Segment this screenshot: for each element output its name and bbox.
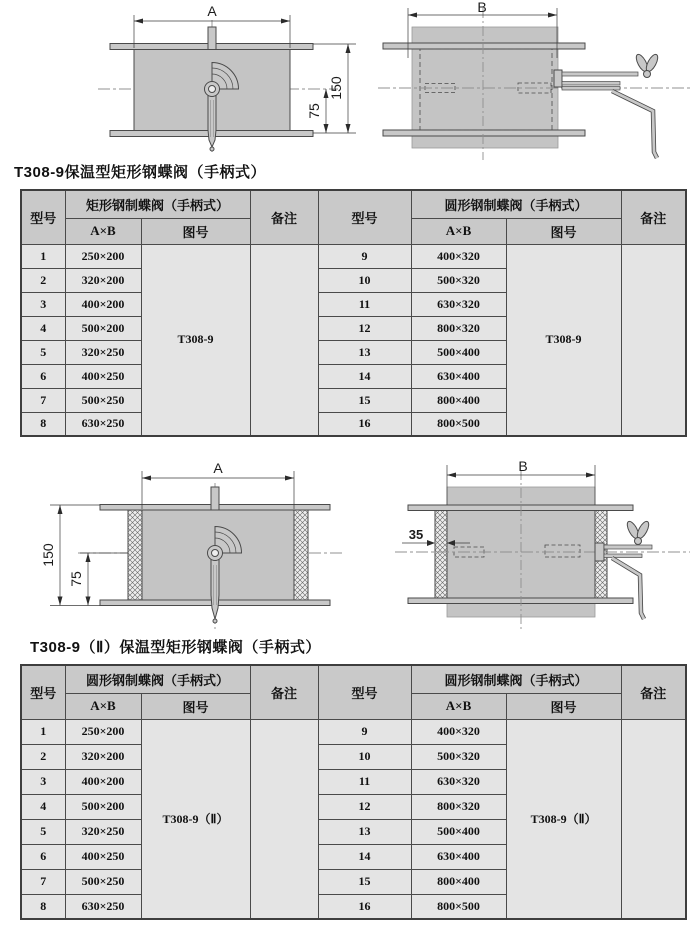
size-cell: 400×200 <box>65 292 141 316</box>
header-remark-right: 备注 <box>621 190 686 244</box>
model-no-cell: 2 <box>21 744 65 769</box>
model-no-cell: 7 <box>21 869 65 894</box>
model-no-cell: 8 <box>21 894 65 919</box>
header-size-left: A×B <box>65 218 141 244</box>
side-view-drawing-insulated <box>390 455 700 635</box>
size-cell: 400×250 <box>65 844 141 869</box>
front-view-drawing-plain <box>60 0 360 165</box>
flange-bottom <box>383 130 585 136</box>
handle-lever <box>612 91 657 158</box>
stem-top <box>211 487 219 510</box>
model-no-cell: 4 <box>21 316 65 340</box>
side-view-drawing-plain <box>370 0 700 165</box>
size-cell: 500×320 <box>411 268 506 292</box>
stem-top <box>208 27 216 50</box>
size-cell: 500×250 <box>65 869 141 894</box>
dim-label-150: 150 <box>328 76 344 100</box>
model-no-cell: 13 <box>318 340 411 364</box>
model-no-cell: 12 <box>318 316 411 340</box>
size-cell: 630×250 <box>65 894 141 919</box>
flange-top <box>383 43 585 49</box>
dim-label-75: 75 <box>306 103 322 119</box>
dimension-75 <box>80 553 128 606</box>
model-no-cell: 3 <box>21 769 65 794</box>
size-cell: 320×250 <box>65 340 141 364</box>
section-title-2: T308-9（Ⅱ）保温型矩形钢蝶阀（手柄式） <box>30 639 321 656</box>
drawing-no-cell: T308-9（Ⅱ） <box>506 719 621 919</box>
model-no-cell: 7 <box>21 388 65 412</box>
header-remark-left: 备注 <box>250 190 318 244</box>
size-cell: 500×200 <box>65 316 141 340</box>
size-cell: 400×200 <box>65 769 141 794</box>
spec-table-1 <box>20 189 687 437</box>
header-group-left: 圆形钢制蝶阀（手柄式） <box>65 665 250 693</box>
size-cell: 400×250 <box>65 364 141 388</box>
size-cell: 500×200 <box>65 794 141 819</box>
drawing-no-cell: T308-9 <box>141 244 250 436</box>
front-view-drawing-insulated <box>20 455 350 635</box>
remark-cell <box>250 719 318 919</box>
insulation-hatch-right <box>294 510 308 600</box>
size-cell: 630×400 <box>411 364 506 388</box>
model-no-cell: 6 <box>21 844 65 869</box>
spec-table-2 <box>20 664 687 920</box>
size-cell: 800×320 <box>411 794 506 819</box>
section-title-1: T308-9保温型矩形钢蝶阀（手柄式） <box>14 164 267 181</box>
size-cell: 250×200 <box>65 244 141 268</box>
size-cell: 400×320 <box>411 244 506 268</box>
model-no-cell: 4 <box>21 794 65 819</box>
model-no-cell: 9 <box>318 244 411 268</box>
header-remark-left: 备注 <box>250 665 318 719</box>
wing-nut <box>625 520 651 545</box>
header-drawing-left: 图号 <box>141 693 250 719</box>
model-no-cell: 8 <box>21 412 65 436</box>
header-group-right: 圆形钢制蝶阀（手柄式） <box>411 190 621 218</box>
size-cell: 630×320 <box>411 292 506 316</box>
model-no-cell: 14 <box>318 844 411 869</box>
dimension-150 <box>50 505 100 606</box>
model-no-cell: 1 <box>21 244 65 268</box>
size-cell: 250×200 <box>65 719 141 744</box>
model-no-cell: 15 <box>318 388 411 412</box>
dim-label-b: B <box>518 458 528 474</box>
handle-assembly <box>554 53 660 158</box>
size-cell: 630×320 <box>411 769 506 794</box>
model-no-cell: 12 <box>318 794 411 819</box>
size-cell: 800×500 <box>411 894 506 919</box>
model-no-cell: 2 <box>21 268 65 292</box>
header-group-right: 圆形钢制蝶阀（手柄式） <box>411 665 621 693</box>
header-drawing-left: 图号 <box>141 218 250 244</box>
model-no-cell: 11 <box>318 292 411 316</box>
header-group-left: 矩形钢制蝶阀（手柄式） <box>65 190 250 218</box>
model-no-cell: 5 <box>21 340 65 364</box>
model-no-cell: 14 <box>318 364 411 388</box>
model-no-cell: 16 <box>318 412 411 436</box>
model-no-cell: 10 <box>318 268 411 292</box>
header-drawing-right: 图号 <box>506 693 621 719</box>
table-row <box>21 244 686 268</box>
model-no-cell: 15 <box>318 869 411 894</box>
size-cell: 630×250 <box>65 412 141 436</box>
dim-label-a: A <box>207 3 217 19</box>
header-drawing-right: 图号 <box>506 218 621 244</box>
header-model-left: 型号 <box>21 665 65 719</box>
dimension-75 <box>324 89 329 133</box>
model-no-cell: 10 <box>318 744 411 769</box>
size-cell: 500×400 <box>411 340 506 364</box>
handle-rod <box>211 559 219 623</box>
handle-lever <box>612 558 644 619</box>
insulation-hatch-left <box>128 510 142 600</box>
model-no-cell: 5 <box>21 819 65 844</box>
model-no-cell: 3 <box>21 292 65 316</box>
model-no-cell: 6 <box>21 364 65 388</box>
header-model-right: 型号 <box>318 190 411 244</box>
dim-label-150: 150 <box>40 543 56 567</box>
dim-label-35: 35 <box>408 527 424 542</box>
remark-cell <box>621 244 686 436</box>
model-no-cell: 11 <box>318 769 411 794</box>
size-cell: 800×400 <box>411 388 506 412</box>
remark-cell <box>250 244 318 436</box>
model-no-cell: 16 <box>318 894 411 919</box>
header-size-left: A×B <box>65 693 141 719</box>
size-cell: 500×320 <box>411 744 506 769</box>
size-cell: 320×250 <box>65 819 141 844</box>
model-no-cell: 1 <box>21 719 65 744</box>
size-cell: 320×200 <box>65 268 141 292</box>
dim-label-75: 75 <box>68 571 84 587</box>
handle-rod <box>208 95 216 151</box>
drawing-no-cell: T308-9（Ⅱ） <box>141 719 250 919</box>
size-cell: 400×320 <box>411 719 506 744</box>
drawing-no-cell: T308-9 <box>506 244 621 436</box>
header-model-right: 型号 <box>318 665 411 719</box>
size-cell: 800×320 <box>411 316 506 340</box>
dim-label-b: B <box>477 0 487 15</box>
header-model-left: 型号 <box>21 190 65 244</box>
insulation-hatch-left <box>435 511 447 599</box>
header-size-right: A×B <box>411 693 506 719</box>
table-row <box>21 719 686 744</box>
header-size-right: A×B <box>411 218 506 244</box>
model-no-cell: 9 <box>318 719 411 744</box>
flange-top <box>408 505 633 511</box>
size-cell: 500×250 <box>65 388 141 412</box>
remark-cell <box>621 719 686 919</box>
model-no-cell: 13 <box>318 819 411 844</box>
header-remark-right: 备注 <box>621 665 686 719</box>
size-cell: 800×500 <box>411 412 506 436</box>
flange-bottom <box>408 598 633 604</box>
size-cell: 800×400 <box>411 869 506 894</box>
size-cell: 630×400 <box>411 844 506 869</box>
size-cell: 500×400 <box>411 819 506 844</box>
dim-label-a: A <box>213 460 223 476</box>
size-cell: 320×200 <box>65 744 141 769</box>
